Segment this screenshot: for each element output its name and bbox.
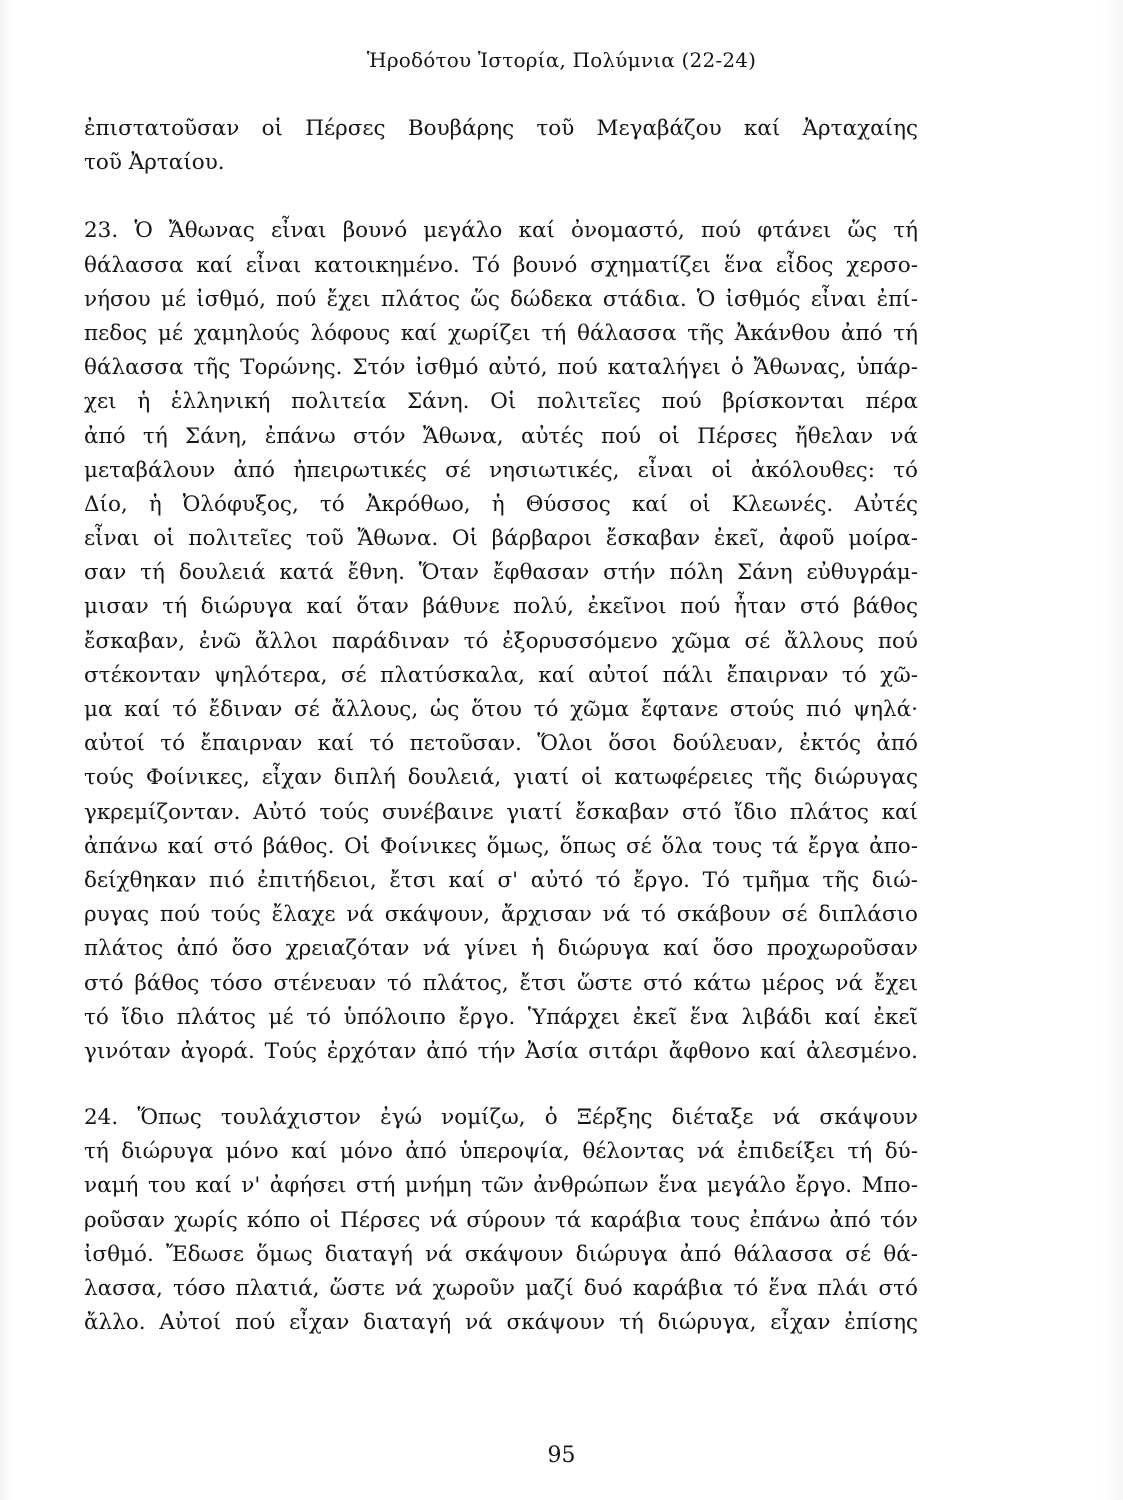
paragraph-section-24 [84,1101,918,1340]
paragraph-gap [84,180,918,214]
text-line: ἐπιστατοῦσαν οἱ Πέρσες Βουβάρης τοῦ Μεγαβάζου καί Ἀρταχαίης [84,116,918,141]
text-line: Δίο, ἡ Ὀλόφυξος, τό Ἀκρόθωο, ἡ Θύσσος καί οἱ Κλεωνές. Αὐτές [84,491,918,517]
text-line: γκρεμίζονταν. Αὐτό τούς συνέβαινε γιατί ἔσκαβαν στό ἴδιο πλάτος καί [84,799,918,825]
text-line: ἄλλο. Αὐτοί πού εἶχαν διαταγή νά σκάψουν τή διώρυγα, εἶχαν ἐπίσης [84,1310,918,1336]
text-line: ἰσθμό. Ἔδωσε ὅμως διαταγή νά σκάψουν διώρυγα ἀπό θάλασσα σέ θά- [84,1241,918,1267]
paragraph-gap [84,1069,918,1101]
text-line: πλάτος ἀπό ὅσο χρειαζόταν νά γίνει ἡ διώρυγα καί ὅσο προχωροῦσαν [84,936,918,962]
text-line: τή διώρυγα μόνο καί μόνο ἀπό ὑπεροψία, θέλοντας νά ἐπιδείξει τή δύ- [84,1139,918,1165]
text-line: μα καί τό ἔδιναν σέ ἄλλους, ὡς ὅτου τό χῶμα ἔφτανε στούς πιό ψηλά· [84,697,918,722]
text-line: στό βάθος τόσο στένευαν τό πλάτος, ἔτσι ὥστε στό κάτω μέρος νά ἔχει [84,970,918,996]
text-line: δείχθηκαν πιό ἐπιτήδειοι, ἔτσι καί σ' αὐτό τό ἔργο. Τό τμῆμα τῆς διώ- [84,867,918,893]
text-line: μεταβάλουν ἀπό ἠπειρωτικές σέ νησιωτικές, εἶναι οἱ ἀκόλουθες: τό [84,457,918,483]
text-line: τοῦ Ἀρταίου. [84,150,225,176]
text-line: ροῦσαν χωρίς κόπο οἱ Πέρσες νά σύρουν τά καράβια τους ἐπάνω ἀπό τόν [84,1207,918,1233]
text-line: γινόταν ἀγορά. Τούς ἐρχόταν ἀπό τήν Ἀσία σιτάρι ἄφθονο καί ἀλεσμένο. [84,1038,918,1064]
text-line: θάλασσα τῆς Τορώνης. Στόν ἰσθμό αὐτό, πού καταλήγει ὁ Ἄθωνας, ὑπάρ- [84,355,918,381]
text-line: σαν τή δουλειά κατά ἔθνη. Ὅταν ἔφθασαν στήν πόλη Σάνη εὐθυγράμ- [84,560,918,586]
body-text [84,112,918,1340]
text-line: ἀπάνω καί στό βάθος. Οἱ Φοίνικες ὅμως, ὅπως σέ ὅλα τους τά ἔργα ἀπο- [84,833,918,859]
paragraph-section-23 [84,214,918,1069]
text-line: μισαν τή διώρυγα καί ὅταν βάθυνε πολύ, ἐκεῖνοι πού ἦταν στό βάθος [84,594,918,620]
text-line: νήσου μέ ἰσθμό, πού ἔχει πλάτος ὥς δώδεκα στάδια. Ὁ ἰσθμός εἶναι ἐπί- [84,286,918,312]
text-line: χει ἡ ἑλληνική πολιτεία Σάνη. Οἱ πολιτεῖες πού βρίσκονται πέρα [84,389,918,415]
text-line: λασσα, τόσο πλατιά, ὥστε νά χωροῦν μαζί δυό καράβια τό ἕνα πλάι στό [84,1276,918,1301]
text-line: αὐτοί τό ἔπαιρναν καί τό πετοῦσαν. Ὅλοι ὅσοι δούλευαν, ἐκτός ἀπό [84,731,918,757]
paragraph-continuation [84,112,918,180]
text-line: 23. Ὁ Ἄθωνας εἶναι βουνό μεγάλο καί ὀνομαστό, πού φτάνει ὥς τή [84,218,918,244]
text-line: στέκονταν ψηλότερα, σέ πλατύσκαλα, καί αὐτοί πάλι ἔπαιρναν τό χῶ- [84,662,918,688]
page-number: 95 [547,1443,576,1468]
running-head: Ἡροδότου Ἱστορία, Πολύμνια (22-24) [366,48,757,72]
text-line: ἀπό τή Σάνη, ἐπάνω στόν Ἄθωνα, αὐτές πού οἱ Πέρσες ἤθελαν νά [84,423,918,449]
text-line: θάλασσα καί εἶναι κατοικημένο. Τό βουνό σχηματίζει ἕνα εἶδος χερσο- [84,252,918,278]
text-line: ἔσκαβαν, ἐνῶ ἄλλοι παράδιναν τό ἐξορυσσόμενο χῶμα σέ ἄλλους πού [84,628,918,654]
text-line: πεδος μέ χαμηλούς λόφους καί χωρίζει τή θάλασσα τῆς Ἀκάνθου ἀπό τή [84,320,918,346]
text-line: ναμή του καί ν' ἀφήσει στή μνήμη τῶν ἀνθρώπων ἕνα μεγάλο ἔργο. Μπο- [84,1173,918,1199]
text-line: 24. Ὅπως τουλάχιστον ἐγώ νομίζω, ὁ Ξέρξης διέταξε νά σκάψουν [84,1105,918,1131]
text-line: εἶναι οἱ πολιτεῖες τοῦ Ἄθωνα. Οἱ βάρβαροι ἔσκαβαν ἐκεῖ, ἀφοῦ μοίρα- [84,526,918,552]
text-line: τό ἴδιο πλάτος μέ τό ὑπόλοιπο ἔργο. Ὑπάρχει ἐκεῖ ἕνα λιβάδι καί ἐκεῖ [84,1004,918,1030]
text-line: τούς Φοίνικες, εἶχαν διπλή δουλειά, γιατί οἱ κατωφέρειες τῆς διώρυγας [84,765,918,791]
text-line: ρυγας πού τούς ἔλαχε νά σκάψουν, ἄρχισαν νά τό σκάβουν σέ διπλάσιο [84,902,918,928]
